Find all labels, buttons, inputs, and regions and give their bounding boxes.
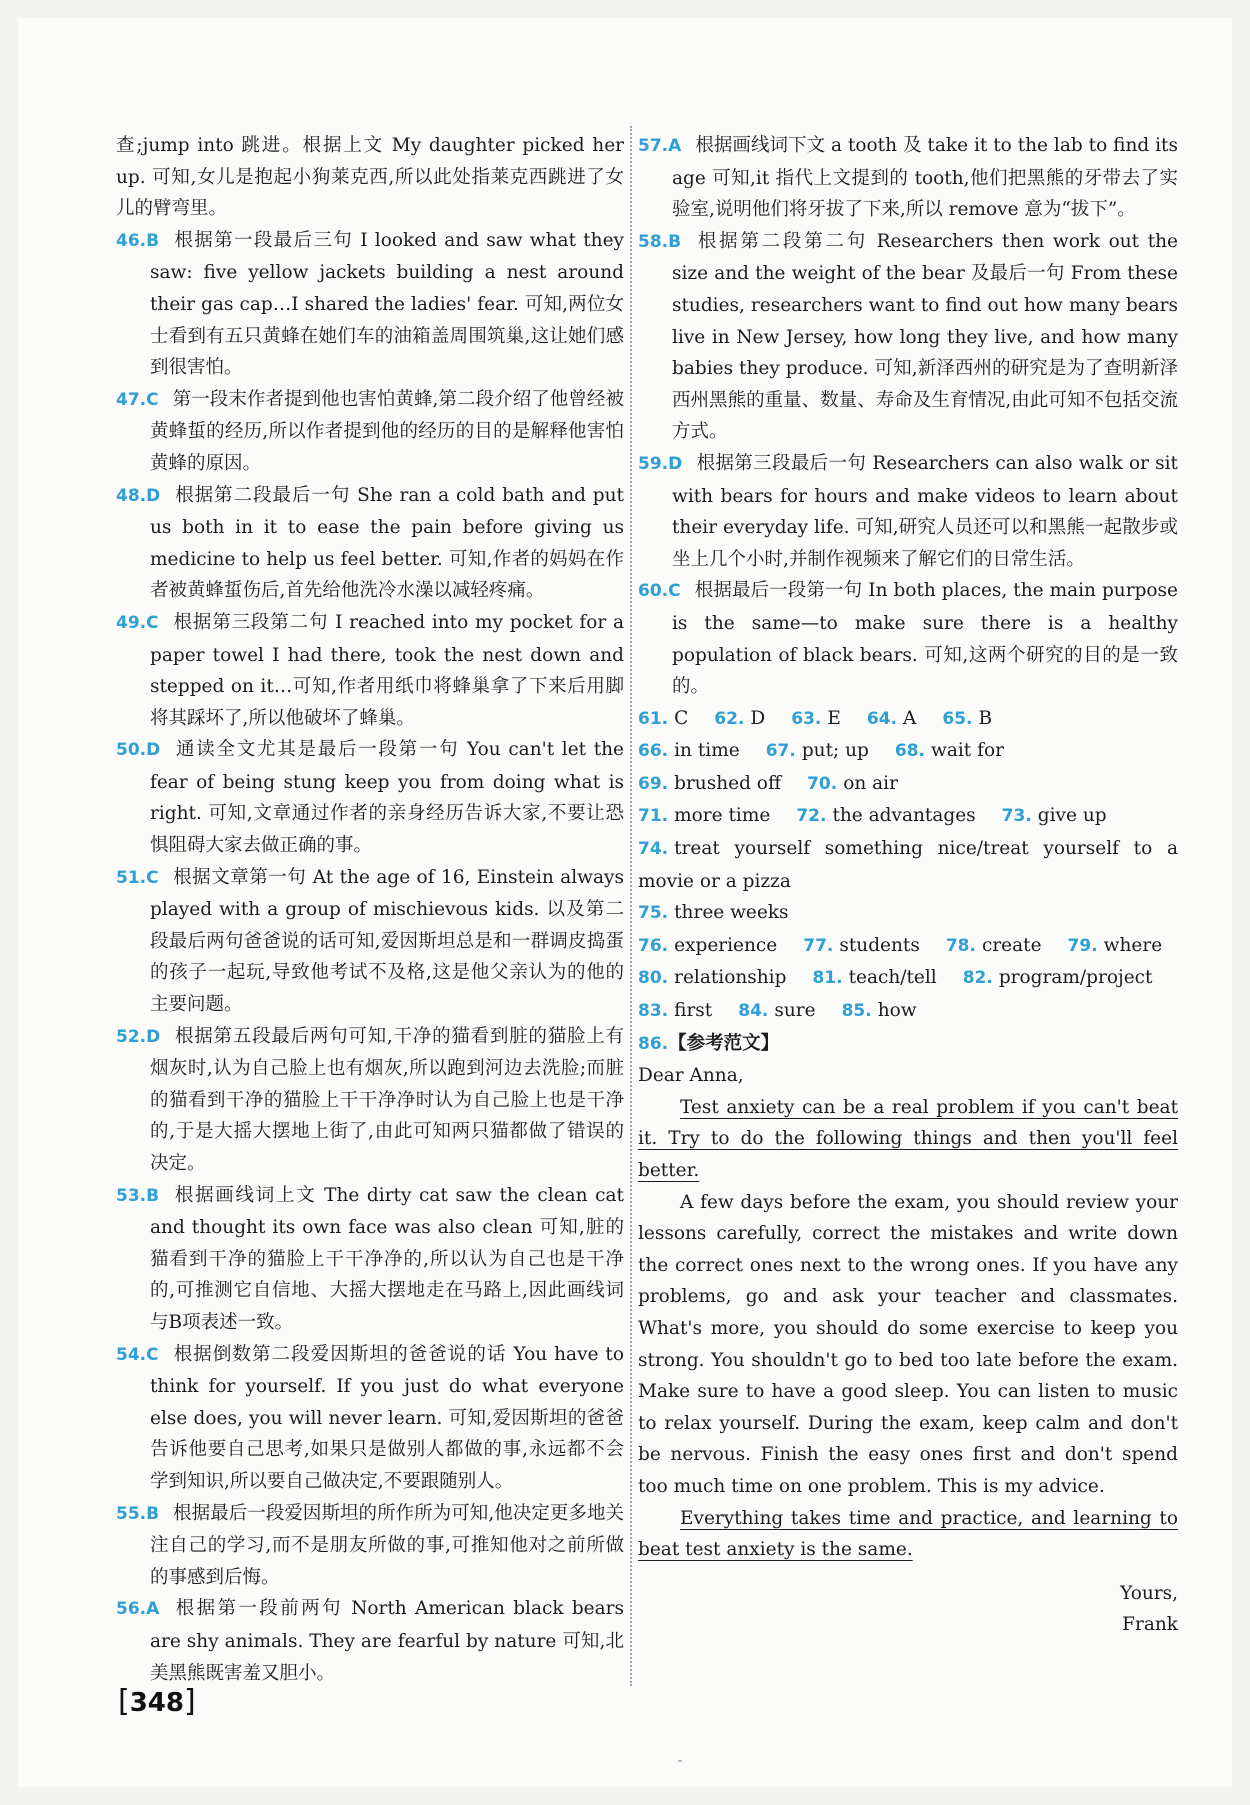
explanation-54	[116, 1339, 624, 1498]
answer-choice: D	[146, 485, 161, 506]
explanation-text: 根据第二段第二句 Researchers then work out the size and the weight of the bear 及最后一句 From these studies, researchers want to find out how many bears live in New Jersey, how long they live, and how many babies they produce. 可知,新泽西州的研究是为了查明新泽西州黑熊的重量、数量、寿命及生育情况,由此可知不包括交流方式。	[672, 230, 1178, 443]
essay-closing: Yours,	[1120, 1582, 1178, 1604]
question-number: 80.	[638, 968, 669, 989]
answer-choice: D	[146, 740, 161, 761]
answer-text: treat yourself something nice/treat yourself to a movie or a pizza	[638, 838, 1178, 892]
page-number: [348]	[118, 1684, 196, 1719]
answer-item	[638, 838, 1178, 892]
right-explanations	[638, 130, 1178, 703]
question-number: 62.	[714, 708, 745, 729]
question-number: 58.	[638, 231, 669, 252]
scan-speck	[678, 1760, 682, 1762]
answer-text: first	[674, 1000, 713, 1022]
question-number: 61.	[638, 708, 669, 729]
answer-row	[638, 930, 1178, 963]
answer-item	[946, 935, 1042, 956]
explanation-text: 通读全文尤其是最后一段第一句 You can't let the fear of being stung keep you from doing what is right. 可知,文章通过作者的亲身经历告诉大家,不要让恐惧阻碍大家去做正确的事。	[150, 739, 624, 857]
explanation-59	[638, 448, 1178, 575]
question-number: 56.	[116, 1599, 147, 1620]
right-column	[638, 130, 1178, 1641]
explanation-text: 根据第五段最后两句可知,干净的猫看到脏的猫脸上有烟灰时,认为自己脸上也有烟灰,所以跑到河边去洗脸;而脏的猫看到干净的猫脸上干干净净时认为自己脸上也是干净的,于是大摇大摆地上街了,由此可知两只猫都做了错误的决定。	[150, 1025, 624, 1174]
question-number: 49.	[116, 612, 147, 633]
question-number: 54.	[116, 1344, 147, 1365]
answer-row	[638, 768, 1178, 801]
question-number: 77.	[803, 935, 834, 956]
explanation-text: 根据最后一段第一句 In both places, the main purpose is the same—to make sure there is a healthy population of black bears. 可知,这两个研究的目的是一致的。	[672, 580, 1178, 698]
question-number: 57.	[638, 136, 669, 156]
answer-text: experience	[674, 934, 778, 956]
question-number: 81.	[812, 968, 843, 989]
answer-item	[638, 740, 740, 761]
page	[18, 18, 1232, 1787]
answer-text: teach/tell	[848, 967, 937, 989]
answer-item	[638, 708, 688, 729]
explanation-text: 根据画线词上文 The dirty cat saw the clean cat and thought its own face was also clean 可知,脏的猫看到干净的猫脸上干干净净的,所以认为自己也是干净的,可推测它自信地、大摇大摆地走在马路上,因此画线词与B项表述一致。	[150, 1184, 624, 1333]
page-number-text: 348	[129, 1688, 184, 1718]
question-number: 76.	[638, 935, 669, 956]
answer-item	[638, 773, 781, 794]
answer-text: relationship	[674, 967, 787, 989]
answer-text: on air	[843, 772, 898, 794]
explanation-text: 根据画线词下文 a tooth 及 take it to the lab to find its age 可知,it 指代上文提到的 tooth,他们把黑熊的牙带去了实验室,说明他们将牙拔了下来,所以 remove 意为“拔下”。	[672, 135, 1178, 221]
answer-choice: B	[146, 1503, 160, 1524]
answer-choice: C	[146, 867, 159, 888]
answer-text: C	[674, 707, 689, 729]
explanation-50	[116, 734, 624, 861]
column-divider	[630, 126, 632, 1686]
answer-item	[867, 708, 917, 729]
answer-item	[803, 935, 920, 956]
answer-choice: B	[146, 230, 160, 251]
question-number: 79.	[1067, 935, 1098, 956]
question-number: 70.	[807, 773, 838, 794]
essay-heading	[638, 1028, 1178, 1061]
answer-item	[638, 902, 789, 923]
answer-row	[638, 962, 1178, 995]
explanation-continued	[116, 130, 624, 225]
explanation-text: 根据第三段最后一句 Researchers can also walk or sit with bears for hours and make videos to learn about their everyday life. 可知,研究人员还可以和黑熊一起散步或坐上几个小时,并制作视频来了解它们的日常生活。	[672, 452, 1178, 570]
explanation-text: 根据第一段前两句 North American black bears are shy animals. They are fearful by nature 可知,北美黑熊既害羞又胆小。	[150, 1598, 624, 1684]
explanation-text: 第一段末作者提到他也害怕黄蜂,第二段介绍了他曾经被黄蜂蜇的经历,所以作者提到他的经历的目的是解释他害怕黄蜂的原因。	[150, 388, 624, 474]
question-number: 64.	[866, 708, 898, 729]
answer-item	[638, 967, 786, 988]
answer-choice: C	[146, 612, 159, 633]
question-number: 69.	[638, 773, 669, 794]
answer-text: put; up	[801, 740, 869, 762]
answer-item	[796, 805, 975, 826]
answer-choice: A	[668, 136, 682, 156]
answer-choice: A	[146, 1599, 160, 1620]
question-number: 59.	[638, 453, 669, 474]
answer-text: more time	[674, 805, 771, 827]
answer-item	[1068, 935, 1163, 956]
essay-paragraph-2: A few days before the exam, you should review your lessons carefully, correct the mistakes and write down the correct ones next to the wrong ones. If you have any problems, go and ask your teacher and classmates. What's more, you should do some exercise to keep you strong. You shouldn't go to bed too late before the exam. Make sure to have a good sleep. You can listen to music to relax yourself. During the exam, keep calm and don't be nervous. Finish the easy ones first and don't spend too much time on one problem. This is my advice.	[638, 1191, 1178, 1497]
answer-choice: B	[146, 1185, 160, 1206]
answer-item	[714, 708, 765, 729]
answer-choice: C	[668, 581, 681, 602]
answer-item	[766, 740, 869, 761]
answer-text: A	[903, 707, 917, 729]
question-number: 48.	[116, 485, 147, 506]
explanation-text: 根据文章第一句 At the age of 16, Einstein always played with a group of mischievous kids. 以及第二段最后两句爸爸说的话可知,爱因斯坦总是和一群调皮捣蛋的孩子一起玩,导致他考试不及格,这是他父亲认为的他的主要问题。	[150, 866, 624, 1016]
answer-text: E	[827, 707, 841, 729]
essay-greeting: Dear Anna,	[638, 1065, 744, 1087]
essay-signature: Frank	[1122, 1614, 1178, 1636]
answer-choice: D	[668, 453, 683, 474]
answer-item	[638, 805, 770, 826]
answer-text: students	[839, 934, 920, 956]
essay-paragraph-3: Everything takes time and practice, and learning to beat test anxiety is the same.	[638, 1507, 1178, 1561]
essay-number: 86.	[638, 1033, 669, 1054]
explanation-47	[116, 384, 624, 480]
question-number: 63.	[791, 708, 822, 729]
explanation-49	[116, 607, 624, 734]
question-number: 53.	[116, 1185, 147, 1206]
explanation-text: 根据最后一段爱因斯坦的所作所为可知,他决定更多地关注自己的学习,而不是朋友所做的事,可推知他对之前所做的事感到后悔。	[150, 1502, 624, 1588]
question-number: 78.	[945, 935, 976, 956]
question-number: 46.	[116, 230, 147, 251]
question-number: 75.	[638, 903, 669, 924]
answer-item	[942, 708, 992, 729]
answer-row	[638, 897, 1178, 930]
answer-text: give up	[1037, 805, 1107, 827]
answer-row	[638, 995, 1178, 1028]
essay-paragraph-1: Test anxiety can be a real problem if you can't beat it. Try to do the following things and then you'll feel better.	[638, 1096, 1178, 1181]
answer-choice: D	[146, 1026, 161, 1047]
question-number: 74.	[638, 839, 669, 860]
answer-text: D	[750, 707, 766, 729]
answer-text: create	[981, 934, 1042, 956]
answer-choice: C	[146, 389, 159, 410]
left-column	[116, 130, 624, 1689]
answer-text: three weeks	[674, 902, 789, 924]
answer-item	[895, 740, 1004, 761]
explanation-46	[116, 225, 624, 384]
question-number: 50.	[116, 740, 147, 761]
answer-item	[842, 1000, 917, 1021]
question-number: 55.	[116, 1503, 147, 1524]
answer-text: in time	[674, 740, 740, 762]
answer-text: sure	[774, 1000, 816, 1022]
answer-text: how	[877, 1000, 917, 1022]
answer-item	[738, 1000, 815, 1021]
answer-row	[638, 833, 1178, 897]
explanation-51	[116, 862, 624, 1021]
explanation-text: 查;jump into 跳进。根据上文 My daughter picked her up. 可知,女儿是抱起小狗莱克西,所以此处指莱克西跳进了女儿的臂弯里。	[116, 135, 624, 220]
question-number: 67.	[765, 741, 796, 762]
explanation-text: 根据第一段最后三句 I looked and saw what they saw: five yellow jackets building a nest around their gas cap…I shared the ladies' fear. 可知,两位女士看到有五只黄蜂在她们车的油箱盖周围筑巢,这让她们感到很害怕。	[150, 229, 624, 379]
answer-choice: C	[146, 1344, 159, 1365]
answer-row	[638, 800, 1178, 833]
question-number: 73.	[1001, 806, 1032, 827]
answer-item	[1002, 805, 1107, 826]
answer-key	[638, 703, 1178, 1028]
answer-text: wait for	[931, 740, 1004, 762]
question-number: 85.	[841, 1001, 872, 1022]
answer-row	[638, 735, 1178, 768]
question-number: 83.	[638, 1001, 669, 1022]
question-number: 52.	[116, 1026, 147, 1047]
explanation-text: 根据第三段第二句 I reached into my pocket for a paper towel I had there, took the nest down and stepped on it…可知,作者用纸巾将蜂巢拿了下来后用脚将其踩坏了,所以他破坏了蜂巢。	[150, 611, 624, 729]
explanation-53	[116, 1180, 624, 1339]
answer-text: where	[1103, 934, 1163, 956]
question-number: 71.	[638, 806, 669, 827]
question-number: 60.	[638, 581, 669, 602]
explanation-text: 根据倒数第二段爱因斯坦的爸爸说的话 You have to think for yourself. If you just do what everyone else does, you will never learn. 可知,爱因斯坦的爸爸告诉他要自己思考,如果只是做别人都做的事,永远都不会学到知识,所以要自己做决定,不要跟随别人。	[150, 1343, 624, 1492]
answer-text: program/project	[998, 967, 1153, 989]
answer-text: B	[978, 707, 993, 729]
answer-item	[638, 935, 777, 956]
explanation-58	[638, 226, 1178, 448]
answer-choice: B	[668, 231, 682, 252]
question-number: 65.	[942, 708, 973, 729]
model-essay	[638, 1028, 1178, 1641]
question-number: 51.	[116, 867, 147, 888]
answer-item	[807, 773, 898, 794]
explanation-52	[116, 1021, 624, 1180]
question-number: 47.	[116, 389, 147, 410]
answer-item	[963, 967, 1153, 988]
answer-item	[638, 1000, 712, 1021]
explanation-55	[116, 1498, 624, 1594]
answer-item	[812, 967, 936, 988]
question-number: 68.	[894, 741, 925, 762]
question-number: 66.	[638, 741, 669, 762]
answer-text: brushed off	[674, 772, 782, 794]
answer-item	[791, 708, 841, 729]
explanation-56	[116, 1593, 624, 1689]
question-number: 82.	[962, 968, 993, 989]
question-number: 72.	[796, 806, 827, 827]
explanation-60	[638, 575, 1178, 702]
answer-text: the advantages	[832, 805, 976, 827]
explanation-57	[638, 130, 1178, 226]
explanation-text: 根据第二段最后一句 She ran a cold bath and put us both in it to ease the pain before giving us medicine to help us feel better. 可知,作者的妈妈在作者被黄蜂蜇伤后,首先给他洗冷水澡以减轻疼痛。	[150, 484, 624, 602]
explanation-48	[116, 480, 624, 607]
question-number: 84.	[738, 1001, 769, 1022]
essay-title: 【参考范文】	[668, 1032, 780, 1054]
answer-row	[638, 703, 1178, 736]
